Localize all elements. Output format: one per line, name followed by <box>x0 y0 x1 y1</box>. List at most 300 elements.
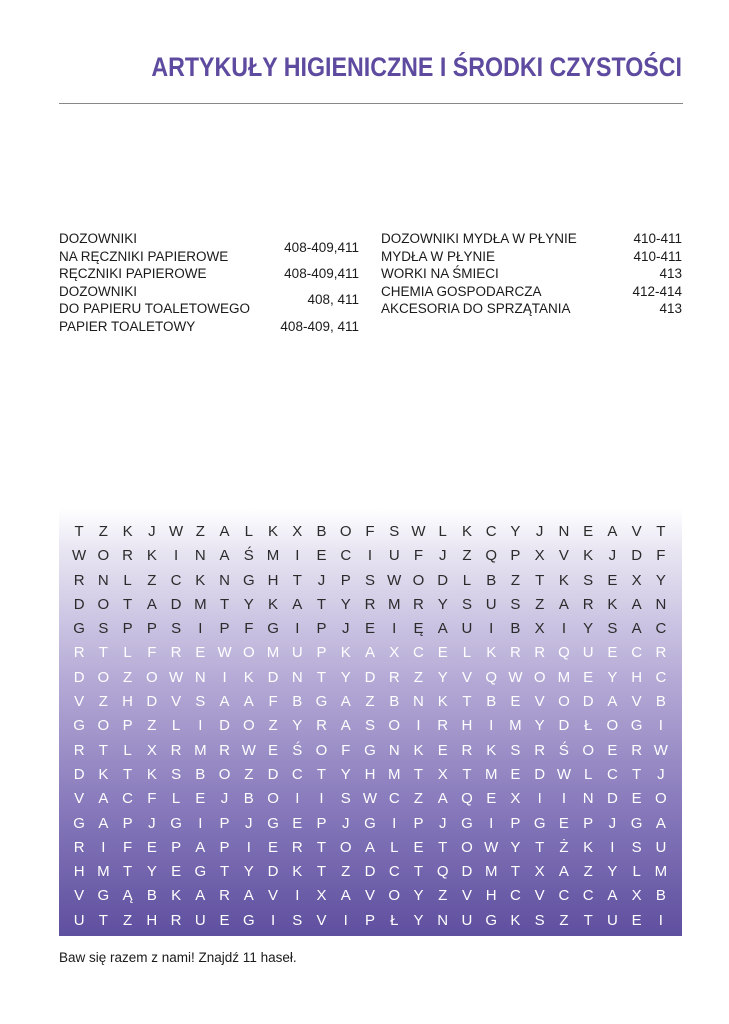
grid-letter: C <box>388 790 400 808</box>
grid-letter: W <box>411 523 426 540</box>
grid-letter: J <box>657 765 665 783</box>
grid-letter: I <box>489 620 494 638</box>
grid-letter: R <box>316 717 327 735</box>
grid-letter: D <box>534 765 546 783</box>
index-row <box>59 283 359 318</box>
index-item-name: CHEMIA GOSPODARCZA <box>381 283 542 299</box>
grid-letter: N <box>413 693 424 711</box>
grid-letter: K <box>437 693 448 711</box>
grid-letter: Y <box>292 717 303 735</box>
grid-letter: M <box>387 765 401 783</box>
grid-letter: O <box>218 765 231 783</box>
grid-letter: A <box>243 693 254 711</box>
grid-letter: T <box>123 765 133 783</box>
grid-letter: E <box>437 644 448 662</box>
grid-letter: R <box>655 644 667 662</box>
grid-letter: Z <box>413 668 424 686</box>
grid-letter: T <box>413 765 424 783</box>
grid-letter: H <box>631 668 643 686</box>
grid-letter: I <box>295 790 300 808</box>
grid-letter: R <box>122 547 134 565</box>
grid-letter: X <box>510 790 521 808</box>
grid-letter: R <box>534 644 546 662</box>
grid-letter: G <box>242 911 255 929</box>
grid-letter: Ę <box>413 620 424 638</box>
grid-letter: T <box>656 523 666 540</box>
grid-letter: P <box>340 571 351 589</box>
grid-letter: T <box>292 571 302 589</box>
grid-letter: Z <box>147 571 157 589</box>
grid-letter: Y <box>510 838 521 856</box>
grid-letter: K <box>607 595 618 613</box>
grid-letter: Y <box>340 668 351 686</box>
grid-letter: E <box>268 838 279 856</box>
grid-letter: L <box>462 644 472 662</box>
grid-letter: A <box>340 717 351 735</box>
grid-letter: Y <box>437 595 448 613</box>
index-right-column <box>381 230 682 318</box>
grid-letter: O <box>558 693 570 711</box>
grid-letter: I <box>101 838 106 856</box>
grid-letter: K <box>583 547 594 565</box>
grid-letter: C <box>631 644 643 662</box>
grid-letter: D <box>73 668 85 686</box>
grid-letter: K <box>268 595 279 613</box>
grid-letter: T <box>123 595 133 613</box>
grid-letter: R <box>291 838 303 856</box>
grid-letter: V <box>631 693 642 711</box>
grid-letter: P <box>219 814 230 832</box>
grid-letter: A <box>98 814 109 832</box>
word-search-grid <box>59 508 682 936</box>
grid-letter: B <box>146 887 157 905</box>
grid-letter: S <box>510 595 521 613</box>
grid-letter: Y <box>607 863 618 881</box>
grid-letter: M <box>509 717 522 735</box>
grid-letter: Y <box>340 595 351 613</box>
grid-letter: L <box>171 790 181 808</box>
grid-letter: F <box>244 620 254 638</box>
grid-letter: K <box>558 571 569 589</box>
grid-letter: Ł <box>583 717 593 735</box>
grid-letter: X <box>389 644 400 662</box>
grid-letter: U <box>606 911 618 929</box>
grid-letter: E <box>558 814 569 832</box>
grid-letter: X <box>631 571 642 589</box>
grid-letter: Z <box>123 911 133 929</box>
grid-letter: C <box>510 887 521 905</box>
grid-letter: A <box>437 790 448 808</box>
grid-letter: X <box>292 523 303 540</box>
grid-letter: R <box>388 668 400 686</box>
grid-letter: T <box>510 863 521 881</box>
grid-letter: W <box>653 741 668 759</box>
grid-letter: P <box>122 620 133 638</box>
grid-letter: N <box>194 668 206 686</box>
grid-letter: S <box>389 523 400 540</box>
grid-letter: R <box>510 644 521 662</box>
grid-letter: V <box>534 887 545 905</box>
grid-letter: R <box>631 741 643 759</box>
grid-letter: M <box>557 668 571 686</box>
grid-letter: U <box>582 644 594 662</box>
grid-letter: K <box>413 741 424 759</box>
index-row <box>381 230 682 248</box>
grid-letter: A <box>195 838 206 856</box>
grid-letter: K <box>171 887 182 905</box>
grid-letter: O <box>388 887 401 905</box>
grid-letter: E <box>631 790 642 808</box>
grid-letter: N <box>582 790 594 808</box>
grid-letter: M <box>194 595 207 613</box>
index-row <box>59 318 359 336</box>
grid-letter: I <box>392 814 397 832</box>
grid-letter: A <box>631 595 642 613</box>
grid-letter: X <box>534 863 545 881</box>
grid-letter: N <box>194 547 206 565</box>
grid-letter: O <box>146 668 158 686</box>
grid-letter: E <box>413 838 424 856</box>
grid-letter: O <box>267 790 279 808</box>
grid-letter: A <box>98 790 109 808</box>
grid-letter: B <box>389 693 400 711</box>
grid-letter: Y <box>243 863 254 881</box>
grid-letter: E <box>268 741 279 759</box>
grid-letter: Q <box>485 668 498 686</box>
grid-letter: E <box>364 620 375 638</box>
grid-letter: C <box>170 571 182 589</box>
index-item-pages: 410-411 <box>633 248 682 264</box>
grid-letter: G <box>267 814 279 832</box>
index-item-name: DOZOWNIKI MYDŁA W PŁYNIE <box>381 231 577 246</box>
grid-letter: W <box>168 523 184 540</box>
grid-letter: G <box>73 717 85 735</box>
grid-letter: E <box>510 693 521 711</box>
grid-letter: C <box>582 887 594 905</box>
grid-letter: T <box>316 595 327 613</box>
grid-letter: K <box>292 863 303 881</box>
grid-letter: R <box>73 741 85 759</box>
grid-letter: D <box>219 717 230 735</box>
grid-letter: J <box>342 814 350 832</box>
grid-letter: S <box>510 741 521 759</box>
grid-letter: S <box>340 790 351 808</box>
grid-letter: T <box>316 668 327 686</box>
grid-letter: W <box>556 765 571 783</box>
index-row <box>381 248 682 266</box>
grid-letter: I <box>367 547 373 565</box>
grid-letter: F <box>413 547 424 565</box>
grid-letter: D <box>146 693 158 711</box>
grid-letter: R <box>413 595 424 613</box>
grid-letter: V <box>316 911 327 929</box>
grid-letter: S <box>364 571 375 589</box>
grid-letter: G <box>630 814 643 832</box>
grid-letter: R <box>170 644 182 662</box>
grid-letter: S <box>98 620 109 638</box>
grid-letter: J <box>535 523 544 540</box>
grid-letter: T <box>219 863 230 881</box>
grid-letter: D <box>364 668 376 686</box>
grid-letter: W <box>508 668 523 686</box>
grid-letter: T <box>98 644 108 662</box>
grid-letter: G <box>97 887 110 905</box>
grid-letter: Y <box>413 887 424 905</box>
grid-letter: L <box>244 523 253 540</box>
index-item-name: DOZOWNIKI DO PAPIERU TOALETOWEGO <box>59 283 251 316</box>
grid-letter: R <box>170 741 182 759</box>
grid-letter: G <box>242 571 255 589</box>
grid-letter: H <box>267 571 279 589</box>
grid-letter: W <box>72 547 87 565</box>
grid-letter: P <box>146 620 157 638</box>
grid-letter: A <box>631 620 642 638</box>
grid-letter: I <box>198 717 203 735</box>
grid-letter: I <box>392 620 397 638</box>
grid-letter: Z <box>462 547 472 565</box>
grid-letter: K <box>146 765 157 783</box>
grid-letter: N <box>437 911 449 929</box>
grid-letter: A <box>437 620 448 638</box>
grid-letter: K <box>510 911 521 929</box>
grid-letter: S <box>171 620 182 638</box>
grid-letter: B <box>510 620 521 638</box>
grid-letter: F <box>341 741 351 759</box>
grid-letter: K <box>461 523 472 540</box>
grid-letter: V <box>74 790 85 808</box>
grid-letter: R <box>170 911 182 929</box>
grid-letter: A <box>607 523 618 540</box>
grid-letter: I <box>416 717 421 735</box>
grid-letter: X <box>631 887 642 905</box>
grid-letter: A <box>558 863 569 881</box>
grid-letter: R <box>437 717 449 735</box>
grid-letter: F <box>656 547 666 565</box>
grid-letter: D <box>170 595 182 613</box>
grid-letter: V <box>558 547 569 565</box>
grid-letter: Q <box>558 644 570 662</box>
grid-letter: D <box>558 717 570 735</box>
grid-letter: L <box>438 523 447 540</box>
grid-letter: Z <box>438 887 448 905</box>
grid-letter: Ł <box>390 911 399 929</box>
grid-letter: B <box>195 765 206 783</box>
grid-letter: Ś <box>558 741 569 759</box>
grid-letter: C <box>388 863 400 881</box>
grid-letter: T <box>316 765 327 783</box>
grid-letter: E <box>316 547 327 565</box>
grid-letter: M <box>194 741 207 759</box>
grid-letter: P <box>583 814 594 832</box>
grid-letter: Z <box>268 717 278 735</box>
grid-letter: P <box>219 838 230 856</box>
grid-letter: M <box>387 595 401 613</box>
grid-letter: P <box>219 620 230 638</box>
grid-letter: A <box>340 693 351 711</box>
grid-letter: I <box>173 547 179 565</box>
grid-letter: K <box>486 741 497 759</box>
grid-letter: H <box>461 717 473 735</box>
grid-letter: P <box>413 814 424 832</box>
grid-letter: H <box>73 863 85 881</box>
grid-letter: T <box>98 911 108 929</box>
grid-letter: H <box>364 765 376 783</box>
grid-letter: M <box>484 765 498 783</box>
grid-letter: L <box>123 644 132 662</box>
grid-letter: G <box>485 911 498 929</box>
grid-letter: U <box>388 547 400 565</box>
grid-letter: O <box>97 595 110 613</box>
grid-letter: E <box>171 863 182 881</box>
grid-letter: E <box>292 814 303 832</box>
grid-letter: S <box>631 838 642 856</box>
grid-letter: Ą <box>122 887 133 905</box>
grid-letter: U <box>485 595 497 613</box>
grid-letter: N <box>97 571 109 589</box>
grid-letter: A <box>219 693 230 711</box>
grid-letter: R <box>364 595 376 613</box>
index-item-name: RĘCZNIKI PAPIEROWE <box>59 266 207 281</box>
grid-letter: S <box>292 911 303 929</box>
grid-letter: P <box>510 814 521 832</box>
grid-letter: K <box>98 765 109 783</box>
grid-letter: O <box>606 717 619 735</box>
grid-letter: Z <box>147 717 157 735</box>
grid-letter: I <box>561 620 566 638</box>
grid-letter: S <box>583 571 594 589</box>
grid-letter: O <box>388 717 401 735</box>
grid-letter: G <box>461 814 473 832</box>
grid-letter: M <box>266 644 280 662</box>
grid-letter: U <box>194 911 206 929</box>
grid-letter: D <box>631 547 643 565</box>
grid-letter: M <box>266 547 280 565</box>
grid-letter: E <box>486 790 497 808</box>
grid-letter: H <box>122 693 134 711</box>
grid-letter: Q <box>436 863 449 881</box>
grid-letter: I <box>222 668 227 686</box>
grid-letter: W <box>241 741 256 759</box>
grid-letter: Ż <box>559 838 569 856</box>
grid-letter: G <box>533 814 546 832</box>
grid-letter: K <box>195 571 206 589</box>
puzzle-caption: Baw się razem z nami! Znajdź 11 haseł. <box>59 950 297 965</box>
grid-letter: R <box>534 741 546 759</box>
index-item-pages: 408, 411 <box>307 292 359 308</box>
grid-letter: A <box>558 595 569 613</box>
index-item-name: PAPIER TOALETOWY <box>59 318 196 334</box>
index-item-name: DOZOWNIKI NA RĘCZNIKI PAPIEROWE <box>59 231 229 264</box>
grid-letter: D <box>437 571 449 589</box>
grid-letter: O <box>655 790 667 808</box>
grid-letter: O <box>582 741 594 759</box>
grid-letter: O <box>461 838 473 856</box>
grid-letter: O <box>533 668 546 686</box>
grid-letter: S <box>195 693 206 711</box>
grid-letter: O <box>97 547 110 565</box>
grid-letter: I <box>658 911 663 929</box>
grid-letter: C <box>655 668 667 686</box>
grid-letter: E <box>195 644 206 662</box>
grid-letter: Y <box>534 717 545 735</box>
grid-letter: B <box>486 693 497 711</box>
grid-letter: U <box>73 911 85 929</box>
grid-letter: K <box>486 644 497 662</box>
grid-letter: K <box>340 644 351 662</box>
grid-letter: A <box>607 693 618 711</box>
grid-letter: Y <box>413 911 424 929</box>
grid-letter: D <box>461 863 473 881</box>
index-item-pages: 413 <box>659 301 682 316</box>
grid-letter: D <box>582 693 594 711</box>
grid-letter: B <box>243 790 254 808</box>
grid-letter: G <box>194 863 207 881</box>
grid-letter: I <box>246 838 251 856</box>
index-row <box>59 230 359 265</box>
grid-letter: P <box>364 911 375 929</box>
grid-letter: S <box>171 765 182 783</box>
grid-letter: R <box>219 741 230 759</box>
grid-letter: I <box>489 814 494 832</box>
grid-letter: A <box>219 547 230 565</box>
grid-letter: K <box>122 523 133 540</box>
grid-letter: J <box>317 571 326 589</box>
grid-letter: X <box>316 887 327 905</box>
grid-letter: M <box>97 863 110 881</box>
grid-letter: D <box>73 595 85 613</box>
grid-letter: M <box>484 863 498 881</box>
grid-letter: T <box>535 571 545 589</box>
grid-letter: I <box>610 838 615 856</box>
grid-letter: N <box>388 741 400 759</box>
grid-letter: J <box>608 547 617 565</box>
grid-letter: V <box>171 693 182 711</box>
grid-letter: I <box>537 790 542 808</box>
index-left-column <box>59 230 359 335</box>
index-item-pages: 412-414 <box>632 283 682 299</box>
grid-letter: K <box>243 668 254 686</box>
grid-letter: H <box>146 911 158 929</box>
grid-letter: G <box>73 814 85 832</box>
grid-letter: K <box>146 547 157 565</box>
grid-letter: A <box>195 887 206 905</box>
grid-letter: R <box>582 595 594 613</box>
grid-letter: S <box>534 911 545 929</box>
grid-letter: C <box>655 620 667 638</box>
grid-letter: P <box>122 814 133 832</box>
grid-letter: U <box>655 838 667 856</box>
grid-letter: V <box>461 887 472 905</box>
grid-letter: L <box>462 571 472 589</box>
grid-letter: P <box>171 838 182 856</box>
grid-letter: Y <box>340 765 351 783</box>
grid-letter: O <box>97 717 110 735</box>
grid-letter: G <box>364 741 376 759</box>
grid-letter: I <box>561 790 566 808</box>
grid-letter: M <box>654 863 668 881</box>
grid-letter: J <box>148 523 156 540</box>
grid-letter: T <box>438 838 448 856</box>
grid-letter: I <box>658 717 663 735</box>
grid-letter: A <box>655 814 666 832</box>
grid-letter: Y <box>146 863 157 881</box>
grid-letter: S <box>607 620 618 638</box>
grid-letter: W <box>168 668 184 686</box>
grid-letter: L <box>632 863 641 881</box>
grid-letter: I <box>198 814 203 832</box>
grid-letter: J <box>148 814 156 832</box>
word-search-letters <box>67 520 673 933</box>
